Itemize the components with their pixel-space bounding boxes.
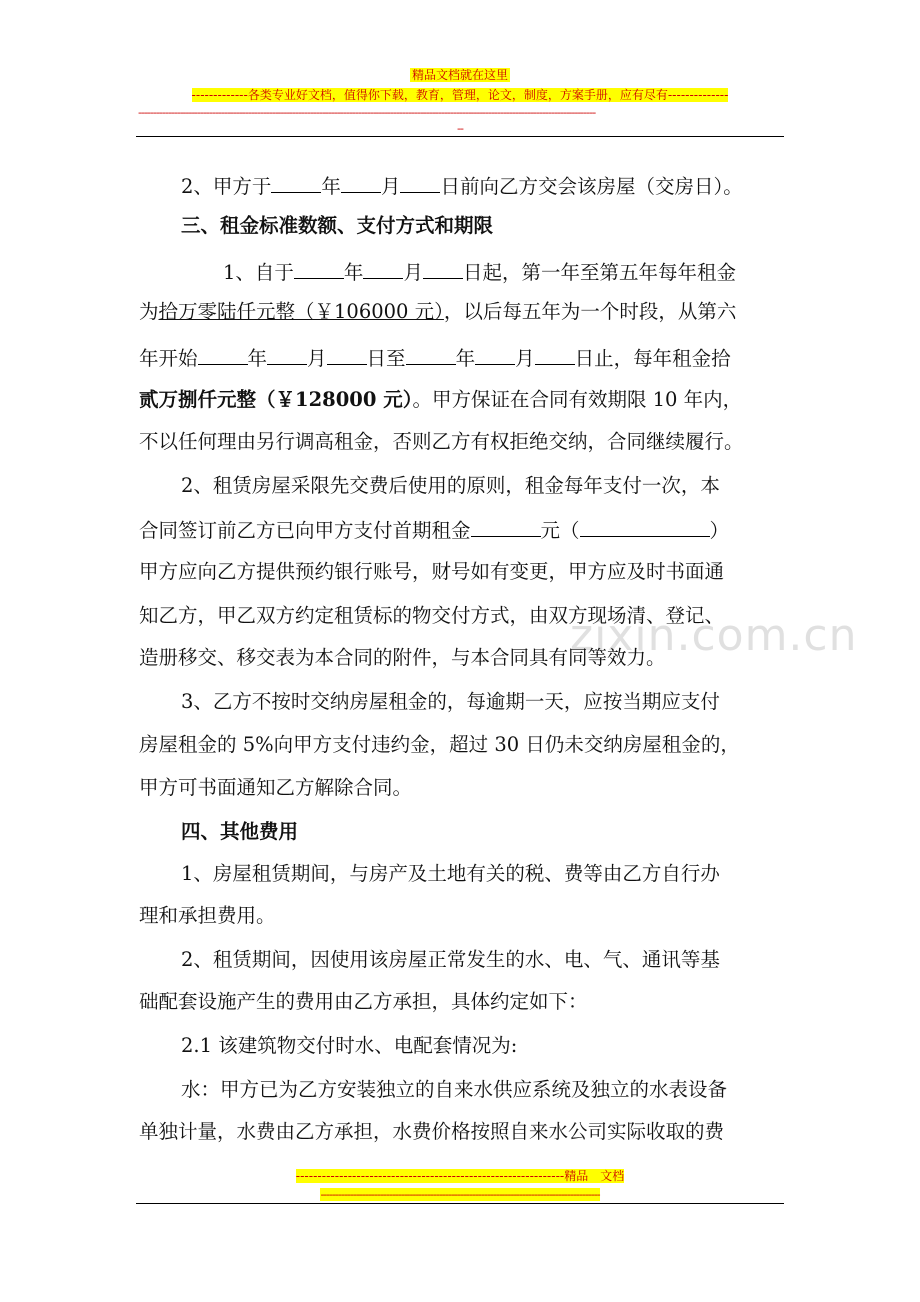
section-heading-4: 四、其他费用 bbox=[181, 820, 299, 843]
paragraph-line: 房屋租金的 5%向甲方支付违约金，超过 30 日仍未交纳房屋租金的， bbox=[139, 733, 740, 756]
paragraph-line: 不以任何理由另行调高租金，否则乙方有权拒绝交纳，合同继续履行。 bbox=[139, 430, 744, 453]
paragraph-line: 知乙方，甲乙双方约定租赁标的物交付方式，由双方现场清、登记、 bbox=[139, 604, 725, 627]
watermark: zixin.com.cn bbox=[570, 610, 858, 661]
footer-rule bbox=[136, 1203, 784, 1204]
header-dash-line: ---------------------------------------------------------------------------------------------------------------------------------------------------------- bbox=[138, 106, 596, 119]
paragraph-line: 年开始 年 月 日至 年 月 日止，每年租金拾 bbox=[139, 344, 787, 371]
footer-text: --------------------------------------------------------------精品 文档 bbox=[295, 1169, 625, 1183]
paragraph-line: 造册移交、移交表为本合同的附件，与本合同具有同等效力。 bbox=[139, 646, 666, 669]
header-rule bbox=[136, 136, 784, 137]
paragraph-line: 础配套设施产生的费用由乙方承担，具体约定如下： bbox=[139, 990, 588, 1013]
paragraph-line: 2.1 该建筑物交付时水、电配套情况为: bbox=[181, 1034, 518, 1057]
paragraph-line: 2、甲方于 年 月 日前向乙方交会该房屋（交房日）。 bbox=[181, 172, 829, 199]
paragraph-line: 单独计量，水费由乙方承担，水费价格按照自来水公司实际收取的费 bbox=[139, 1120, 725, 1143]
footer-dash-line: ---------------------------------------------------------------------------------------------- bbox=[320, 1188, 600, 1201]
paragraph-line: 甲方应向乙方提供预约银行账号，财号如有变更，甲方应及时书面通 bbox=[139, 560, 725, 583]
paragraph-line: 1、房屋租赁期间，与房产及土地有关的税、费等由乙方自行办 bbox=[181, 862, 720, 885]
header-tagline: -------------各类专业好文档，值得你下载，教育，管理，论文，制度，方案手册，应有尽有-------------- bbox=[191, 88, 729, 102]
paragraph-line: 理和承担费用。 bbox=[139, 904, 276, 927]
header-dash-tail: -- bbox=[457, 122, 463, 135]
paragraph-line: 3、乙方不按时交纳房屋租金的，每逾期一天，应按当期应支付 bbox=[181, 690, 720, 713]
section-heading-3: 三、租金标准数额、支付方式和期限 bbox=[181, 214, 494, 237]
paragraph-line: 1、自于 年 月 日起，第一年至第五年每年租金 bbox=[223, 258, 871, 285]
paragraph-line: 水：甲方已为乙方安装独立的自来水供应系统及独立的水表设备 bbox=[181, 1078, 728, 1101]
paragraph-line: 为拾万零陆仟元整（￥106000 元），以后每五年为一个时段，从第六 bbox=[139, 300, 737, 323]
paragraph-line: 贰万捌仟元整（￥128000 元）。甲方保证在合同有效期限 10 年内， bbox=[139, 388, 743, 411]
paragraph-line: 甲方可书面通知乙方解除合同。 bbox=[139, 776, 413, 799]
paragraph-line: 合同签订前乙方已向甲方支付首期租金 元（ ） bbox=[139, 516, 787, 543]
header-title: 精品文档就在这里 bbox=[411, 68, 508, 82]
paragraph-line: 2、租赁期间，因使用该房屋正常发生的水、电、气、通讯等基 bbox=[181, 948, 720, 971]
paragraph-line: 2、租赁房屋采限先交费后使用的原则，租金每年支付一次，本 bbox=[181, 474, 720, 497]
